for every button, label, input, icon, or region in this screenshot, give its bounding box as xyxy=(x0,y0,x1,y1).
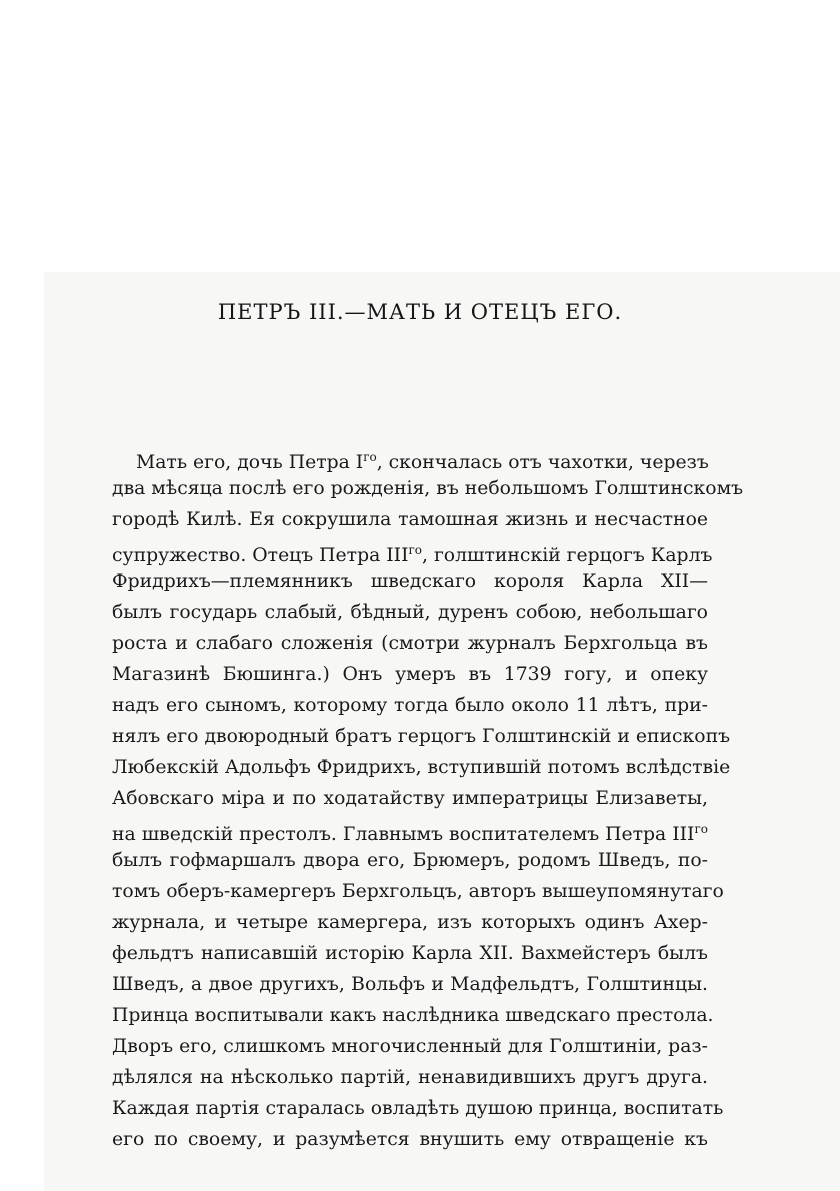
superscript: го xyxy=(408,543,423,557)
text-line: его по своему, и разумѣется внушить ему отвращеніе къ xyxy=(112,1129,708,1150)
text-line: Любекскій Адольфъ Фридрихъ, вступившій потомъ вслѣдствіе xyxy=(112,757,731,778)
text-line: былъ государь слабый, бѣдный, дуренъ собою, небольшаго xyxy=(112,602,708,623)
text-line: Магазинѣ Бюшинга.) Онъ умеръ въ 1739 гогу, и опеку xyxy=(112,664,708,685)
text-line: Мать его, дочь Петра $I^{го}$, скончалась отъ чахотки, черезъ xyxy=(136,450,709,473)
text-line: на шведскій престолъ. Главнымъ воспитателемъ Петра $III^{го}$ xyxy=(112,822,708,845)
text-line: Шведъ, а двое другихъ, Вольфъ и Мадфельдтъ, Голштинцы. xyxy=(112,974,708,995)
text-line: томъ оберъ-камергеръ Берхгольцъ, авторъ вышеупомянутаго xyxy=(112,881,724,902)
text-line: два мѣсяца послѣ его рожденія, въ небольшомъ Голштинскомъ xyxy=(112,478,744,499)
text-line: Фридрихъ—племянникъ шведскаго короля Карла XII— xyxy=(112,571,708,592)
text-line: фельдтъ написавшій исторію Карла XII. Вахмейстеръ былъ xyxy=(112,943,708,964)
text-line: Принца воспитывали какъ наслѣдника шведскаго престола. xyxy=(112,1005,714,1026)
text-line: Каждая партія старалась овладѣть душою принца, воспитать xyxy=(112,1098,724,1119)
superscript: го xyxy=(363,450,377,464)
chapter-body xyxy=(112,442,744,1155)
text-line: журнала, и четыре камергера, изъ которыхъ одинъ Ахер- xyxy=(112,912,708,933)
text-line: былъ гофмаршалъ двора его, Брюмеръ, родомъ Шведъ, по- xyxy=(112,850,708,871)
superscript: го xyxy=(694,822,708,836)
chapter-title: ПЕТРЪ III.—МАТЬ И ОТЕЦЪ ЕГО. xyxy=(217,300,623,324)
text-line: дѣлялся на нѣсколько партій, ненавидившихъ другъ друга. xyxy=(112,1067,708,1088)
text-line: Абовскаго міра и по ходатайству императрицы Елизаветы, xyxy=(112,788,708,809)
text-line: роста и слабаго сложенія (смотри журналъ Берхгольца въ xyxy=(112,633,708,654)
text-line: городѣ Килѣ. Ея сокрушила тамошная жизнь и несчастное xyxy=(112,509,708,530)
text-line: супружество. Отецъ Петра $III^{го}$, голштинскій герцогъ Карлъ xyxy=(112,543,713,566)
text-line: Дворъ его, слишкомъ многочисленный для Голштиніи, раз- xyxy=(112,1036,708,1057)
text-line: нялъ его двоюродный братъ герцогъ Голштинскій и епископъ xyxy=(112,726,731,747)
text-line: надъ его сыномъ, которому тогда было около 11 лѣтъ, при- xyxy=(112,695,708,716)
